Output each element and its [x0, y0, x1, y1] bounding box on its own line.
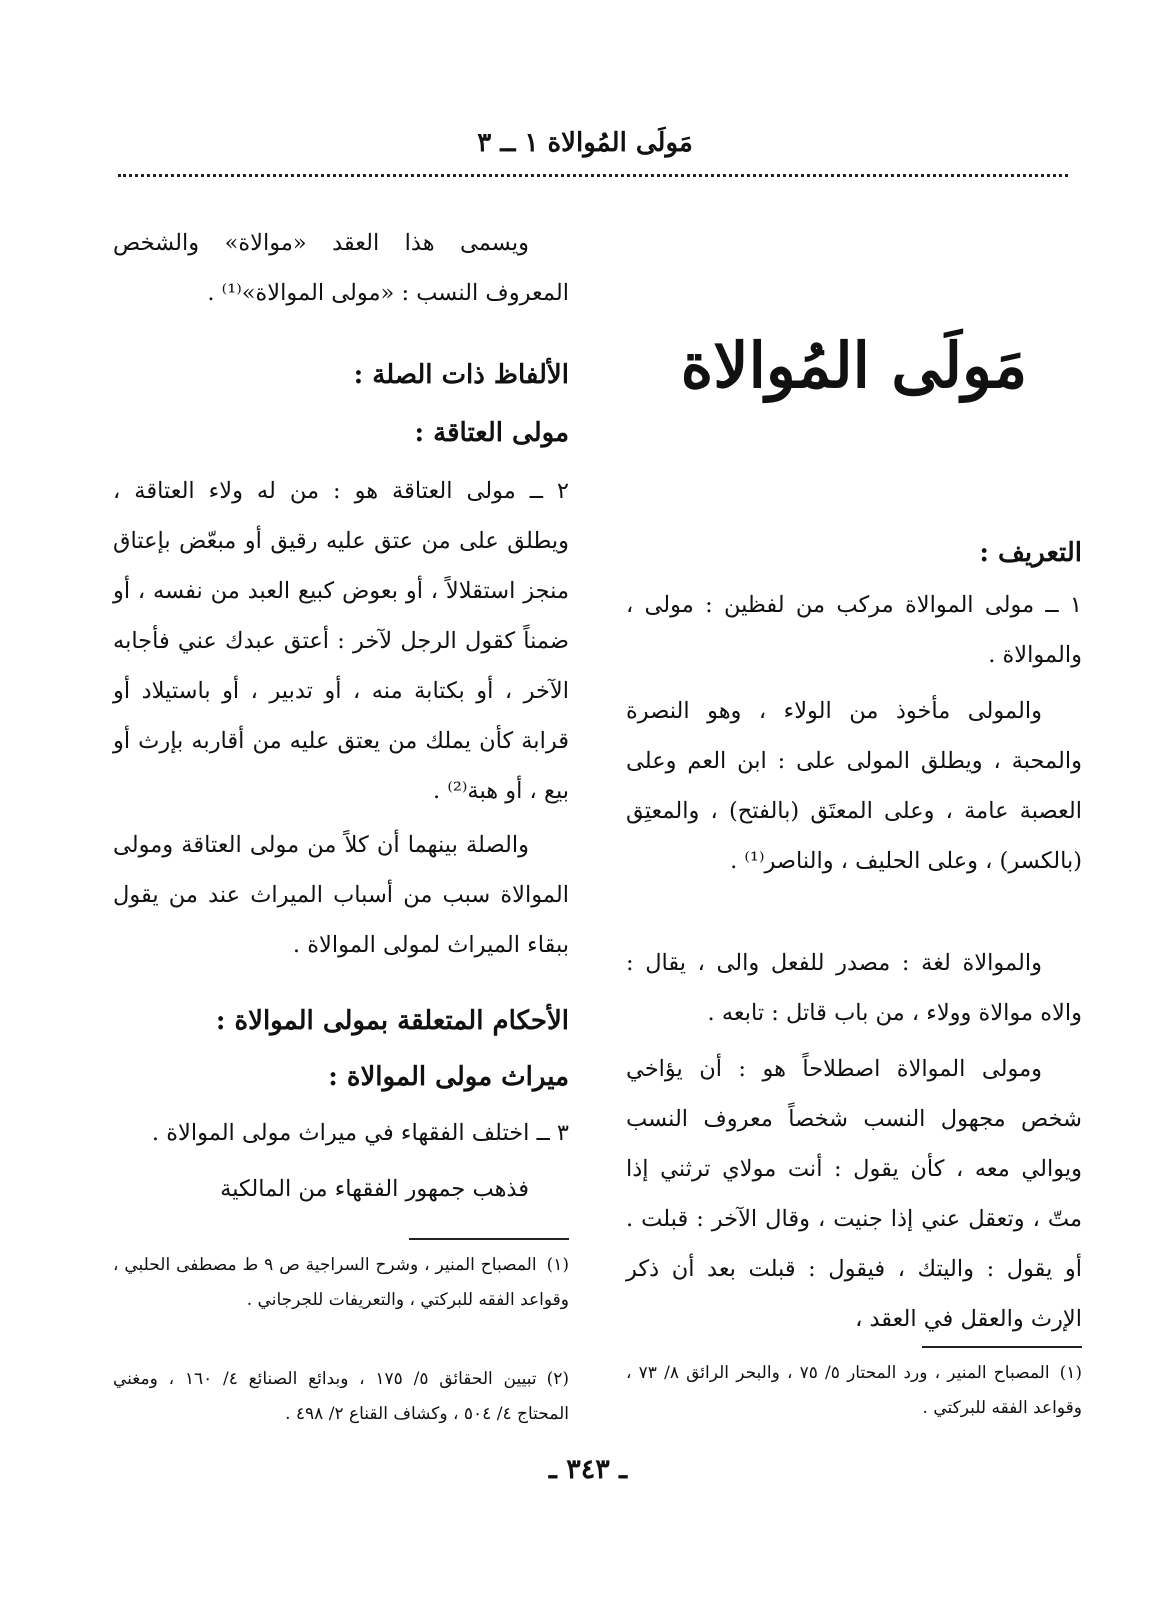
- paragraph-7: ٣ ــ اختلف الفقهاء في ميراث مولى الموالاة .: [151, 1120, 569, 1146]
- page-number: ـ ٣٤٣ ـ: [548, 1454, 628, 1485]
- footnote-number: (٢): [546, 1369, 569, 1389]
- subheading-mawla-ataqa: مولى العتاقة :: [414, 418, 569, 448]
- footnote-rule-left: [409, 1238, 569, 1240]
- paragraph-5: ٢ ــ مولى العتاقة هو : من له ولاء العتاقة ، ويطلق على من عتق عليه رقيق أو مبعّض بإعتاق منجز استقلالاً ، أو بعوض كبيع العبد من نفسه ، أو ضمناً كقول الرجل لآخر : أعتق عبدك عني فأجابه الآخر ، أو بكتابة منه ، أو تدبير ، أو باستيلاد أو قرابة كأن يملك من يعتق عليه من أقاربه بإرث أو بيع ، أو هبة⁽²⁾ .: [113, 478, 569, 804]
- subheading-inheritance: ميراث مولى الموالاة :: [328, 1062, 569, 1092]
- footnote-left-1: [113, 1248, 569, 1318]
- paragraph-4: ومولى الموالاة اصطلاحاً هو : أن يؤاخي شخص مجهول النسب شخصاً معروف النسب ويوالي معه ، كأن يقول : أنت مولاي ترثني إذا متّ ، وتعقل عني إذا جنيت ، وقال الآخر : قبلت . أو يقول : واليتك ، فيقول : قبلت بعد أن ذكر الإرث والعقل في العقد ،: [626, 1056, 1082, 1332]
- footnote-left-2: [113, 1362, 569, 1432]
- paragraph-3: والموالاة لغة : مصدر للفعل والى ، يقال : والاه موالاة وولاء ، من باب قاتل : تابعه .: [626, 950, 1082, 1026]
- paragraph-1: ١ ــ مولى الموالاة مركب من لفظين : مولى ، والموالاة .: [626, 592, 1082, 668]
- running-header: مَولَى المُوالاة ١ ــ ٣: [477, 128, 693, 158]
- paragraph-intro: ويسمى هذا العقد «موالاة» والشخص المعروف النسب : «مولى الموالاة»⁽¹⁾ .: [113, 230, 569, 306]
- header-dotted-rule: [118, 174, 1068, 177]
- footnote-text: المصباح المنير ، ورد المحتار ٥/ ٧٥ ، والبحر الرائق ٨/ ٧٣ ، وقواعد الفقه للبركتي .: [626, 1363, 1082, 1418]
- paragraph-8: فذهب جمهور الفقهاء من المالكية: [220, 1176, 529, 1202]
- rulings-heading: الأحكام المتعلقة بمولى الموالاة :: [215, 1006, 569, 1036]
- related-terms-heading: الألفاظ ذات الصلة :: [353, 360, 569, 390]
- footnote-right-1: [626, 1356, 1082, 1426]
- footnote-text: تبيين الحقائق ٥/ ١٧٥ ، وبدائع الصنائع ٤/ ١٦٠ ، ومغني المحتاج ٤/ ٥٠٤ ، وكشاف القناع ٢/ ٤٩٨ .: [113, 1369, 569, 1424]
- footnote-number: (١): [1059, 1363, 1082, 1383]
- footnote-rule-right: [922, 1346, 1082, 1348]
- paragraph-2: والمولى مأخوذ من الولاء ، وهو النصرة والمحبة ، ويطلق المولى على : ابن العم وعلى العصبة عامة ، وعلى المعتَق (بالفتح) ، والمعتِق (بالكسر) ، وعلى الحليف ، والناصر⁽¹⁾ .: [626, 698, 1082, 874]
- definition-heading: التعريف :: [979, 538, 1082, 568]
- footnote-number: (١): [546, 1255, 569, 1275]
- footnote-text: المصباح المنير ، وشرح السراجية ص ٩ ط مصطفى الحلبي ، وقواعد الفقه للبركتي ، والتعريفات للجرجاني .: [113, 1255, 569, 1310]
- article-title: مَولَى المُوالاة: [680, 329, 1028, 402]
- paragraph-6: والصلة بينهما أن كلاً من مولى العتاقة ومولى الموالاة سبب من أسباب الميراث عند من يقول ببقاء الميراث لمولى الموالاة .: [113, 832, 569, 958]
